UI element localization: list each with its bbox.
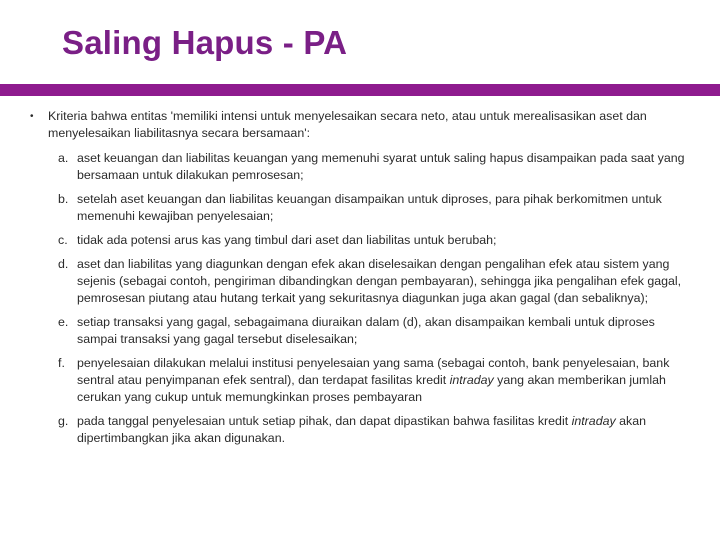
list-item: [58, 232, 690, 249]
list-item: [58, 256, 690, 307]
list-item-text: aset keuangan dan liabilitas keuangan yang memenuhi syarat untuk saling hapus disampaikan pada saat yang bersamaan untuk dilakukan pemrosesan;: [77, 151, 685, 182]
list-item: [58, 150, 690, 184]
criteria-list: [30, 150, 690, 447]
list-item: [58, 314, 690, 348]
italic-term: intraday: [449, 373, 494, 387]
title-divider-bar: [0, 84, 720, 96]
list-item-text: aset dan liabilitas yang diagunkan dengan efek akan diselesaikan dengan pengalihan efek atau sistem yang sejenis (sebagai contoh, pengiriman dibandingkan dengan pembayaran), sehingga jika pengalihan efek gagal, pemrosesan piutang atau hutang terkait yang sekuritasnya diagunkan juga akan gagal (dan sebaliknya);: [77, 257, 682, 305]
text-segment: pada tanggal penyelesaian untuk setiap pihak, dan dapat dipastikan bahwa fasilitas kredit: [77, 414, 572, 428]
italic-term: intraday: [571, 414, 616, 428]
list-marker: e.: [58, 315, 69, 329]
list-marker: d.: [58, 257, 69, 271]
list-marker: g.: [58, 414, 69, 428]
criteria-intro-text: Kriteria bahwa entitas 'memiliki intensi untuk menyelesaikan secara neto, atau untuk merealisasikan aset dan menyelesaikan liabilitasnya secara bersamaan':: [48, 109, 647, 140]
slide-body: [30, 108, 690, 454]
list-marker: c.: [58, 233, 68, 247]
text-segment: akan dipertimbangkan jika akan digunakan.: [77, 414, 646, 445]
text-segment: yang akan memberikan jumlah cerukan yang cukup untuk memungkinkan proses pembayaran: [77, 373, 666, 404]
list-item-text: [77, 355, 690, 406]
list-marker: b.: [58, 192, 69, 206]
text-segment: penyelesaian dilakukan melalui institusi penyelesaian yang sama (sebagai contoh, bank penyelesaian, bank sentral atau penyimpanan efek sentral), dan terdapat fasilitas kredit: [77, 356, 670, 387]
list-item-text: [77, 413, 690, 447]
list-item-text: tidak ada potensi arus kas yang timbul dari aset dan liabilitas untuk berubah;: [77, 233, 497, 247]
bullet-marker: •: [30, 111, 34, 122]
list-item: [58, 191, 690, 225]
list-item-text: setiap transaksi yang gagal, sebagaimana diuraikan dalam (d), akan disampaikan kembali untuk diproses sampai transaksi yang gagal tersebut diselesaikan;: [77, 315, 655, 346]
list-item: [58, 413, 690, 447]
list-marker: f.: [58, 356, 65, 370]
list-item: [58, 355, 690, 406]
slide-title: Saling Hapus - PA: [62, 24, 348, 61]
list-item-text: setelah aset keuangan dan liabilitas keuangan disampaikan untuk diproses, para pihak berkomitmen untuk memenuhi kewajiban penyelesaian;: [77, 192, 662, 223]
main-bullet: [30, 108, 690, 142]
list-marker: a.: [58, 151, 69, 165]
